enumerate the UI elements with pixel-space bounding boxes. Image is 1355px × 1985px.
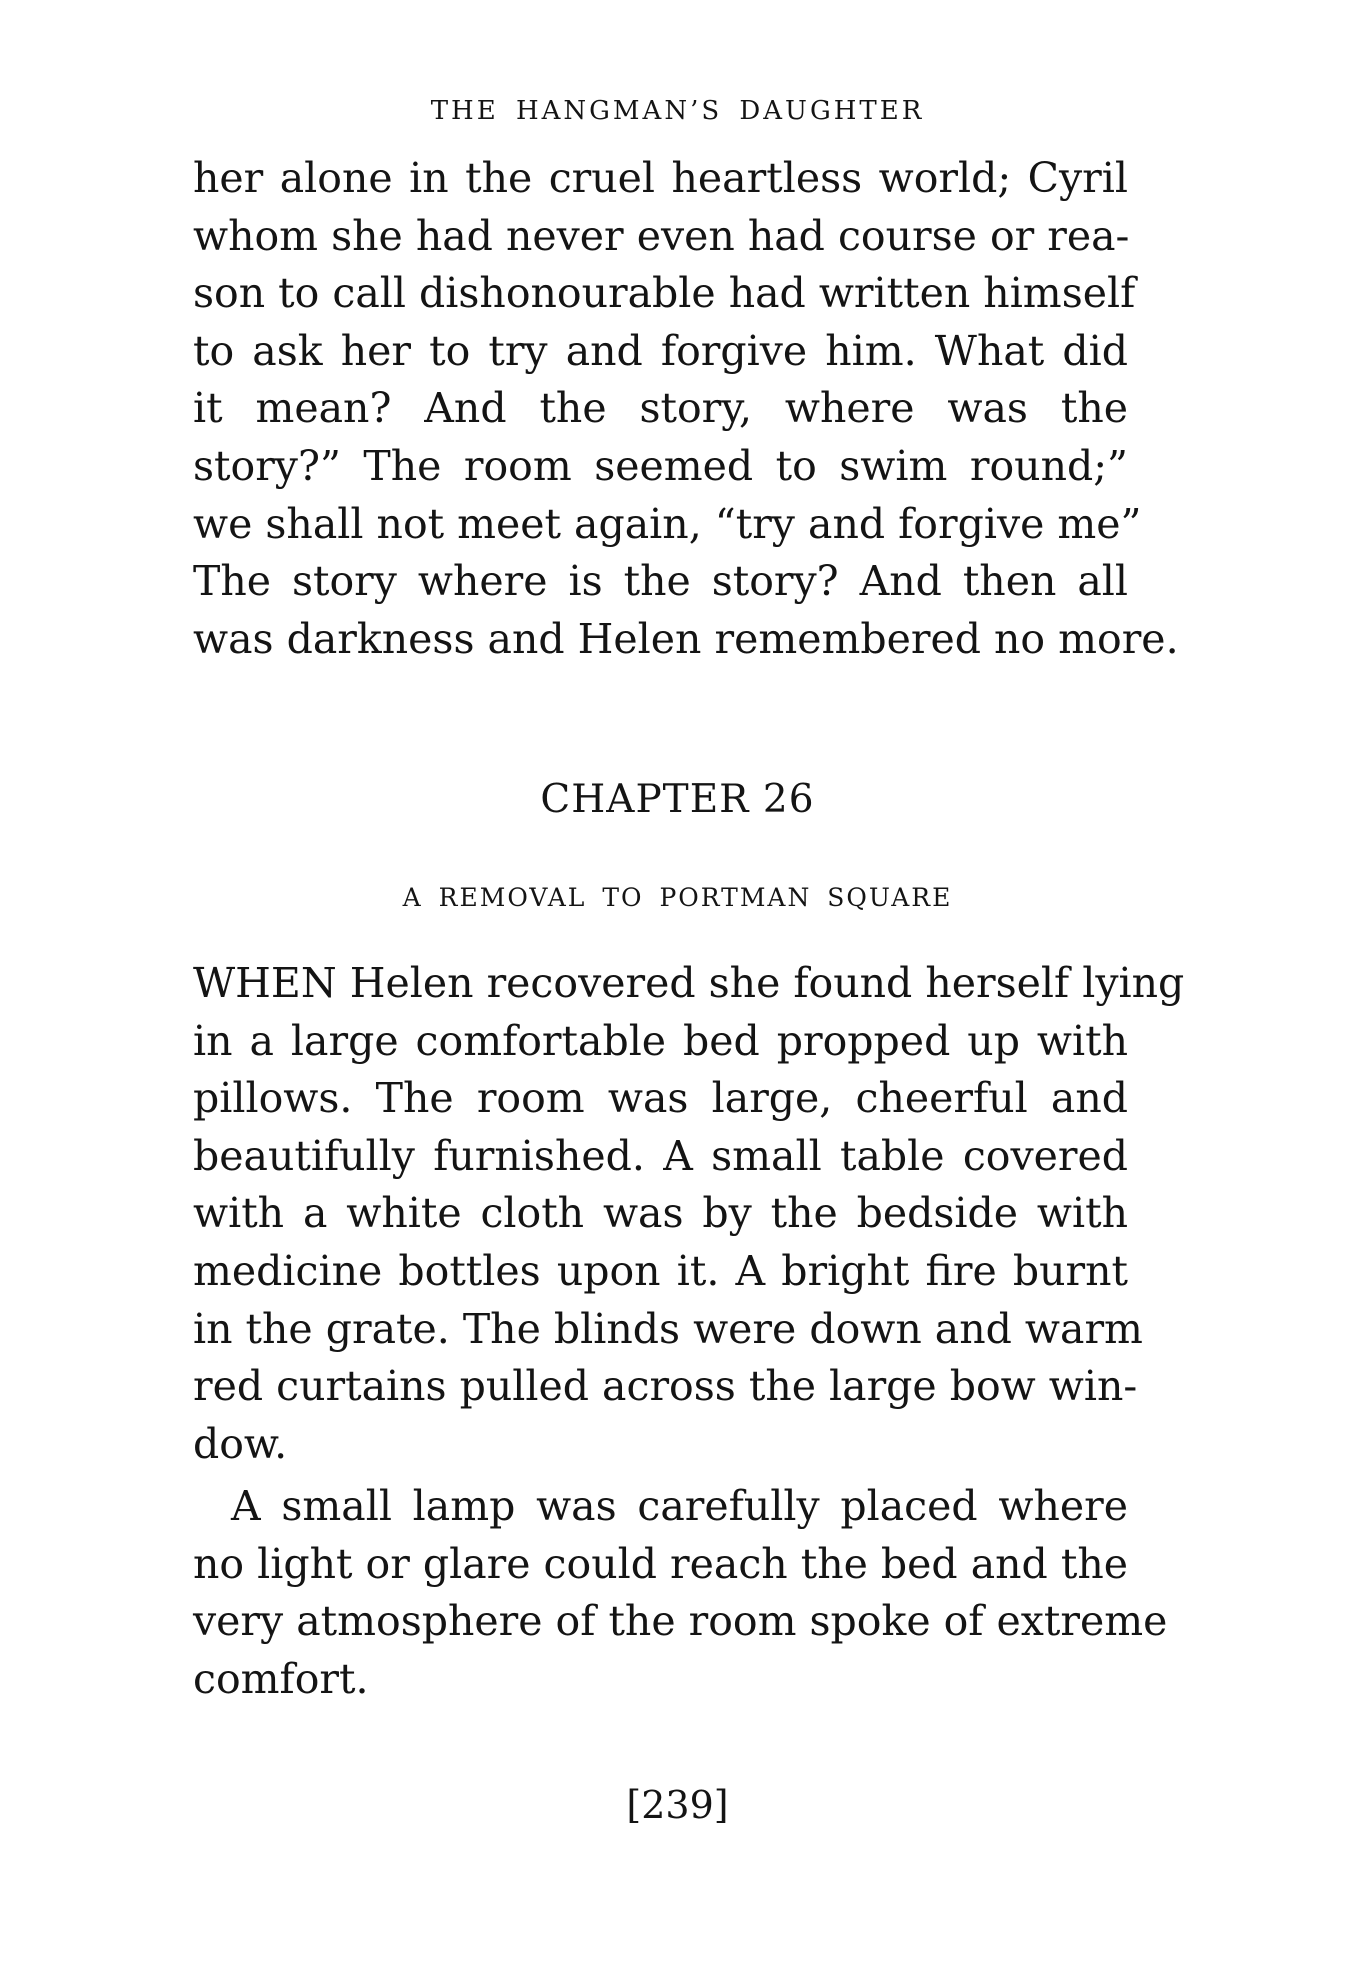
paragraph-1 bbox=[193, 955, 1185, 1473]
text-line: in the grate. The blinds were down and warm bbox=[193, 1304, 1143, 1353]
chapter-title: CHAPTER 26 bbox=[540, 777, 815, 822]
text-line: A small lamp was carefully placed where bbox=[231, 1482, 1128, 1530]
text-line: to ask her to try and forgive him. What did bbox=[193, 326, 1128, 375]
text-line: comfort. bbox=[193, 1654, 369, 1703]
text-line: WHEN Helen recovered she found herself lying bbox=[193, 959, 1185, 1007]
text-line: red curtains pulled across the large bow win- bbox=[193, 1362, 1138, 1411]
text-line: The story where is the story? And then all bbox=[193, 557, 1128, 606]
text-line: dow. bbox=[193, 1419, 288, 1468]
text-line: in a large comfortable bed propped up with bbox=[193, 1016, 1128, 1065]
chapter-subtitle: A REMOVAL TO PORTMAN SQUARE bbox=[402, 883, 953, 912]
paragraph-2 bbox=[193, 1478, 1168, 1708]
top-paragraph bbox=[193, 150, 1179, 668]
text-line: was darkness and Helen remembered no more. bbox=[193, 614, 1179, 663]
running-head: THE HANGMAN’S DAUGHTER bbox=[430, 96, 925, 126]
text-line: her alone in the cruel heartless world; Cyril bbox=[193, 154, 1128, 202]
text-line: with a white cloth was by the bedside with bbox=[193, 1189, 1128, 1238]
text-line: beautifully furnished. A small table covered bbox=[193, 1131, 1128, 1180]
text-line: we shall not meet again, “try and forgive me” bbox=[193, 499, 1142, 548]
text-line: medicine bottles upon it. A bright fire burnt bbox=[193, 1246, 1128, 1295]
text-line: story?” The room seemed to swim round;” bbox=[193, 441, 1128, 490]
text-line: whom she had never even had course or rea- bbox=[193, 211, 1130, 260]
text-line: very atmosphere of the room spoke of extreme bbox=[193, 1597, 1168, 1646]
text-line: pillows. The room was large, cheerful and bbox=[193, 1074, 1128, 1123]
text-line: son to call dishonourable had written himself bbox=[193, 269, 1136, 318]
text-line: no light or glare could reach the bed and the bbox=[193, 1539, 1128, 1588]
page-number: [239] bbox=[626, 1783, 729, 1827]
text-line: it mean? And the story, where was the bbox=[193, 384, 1128, 433]
